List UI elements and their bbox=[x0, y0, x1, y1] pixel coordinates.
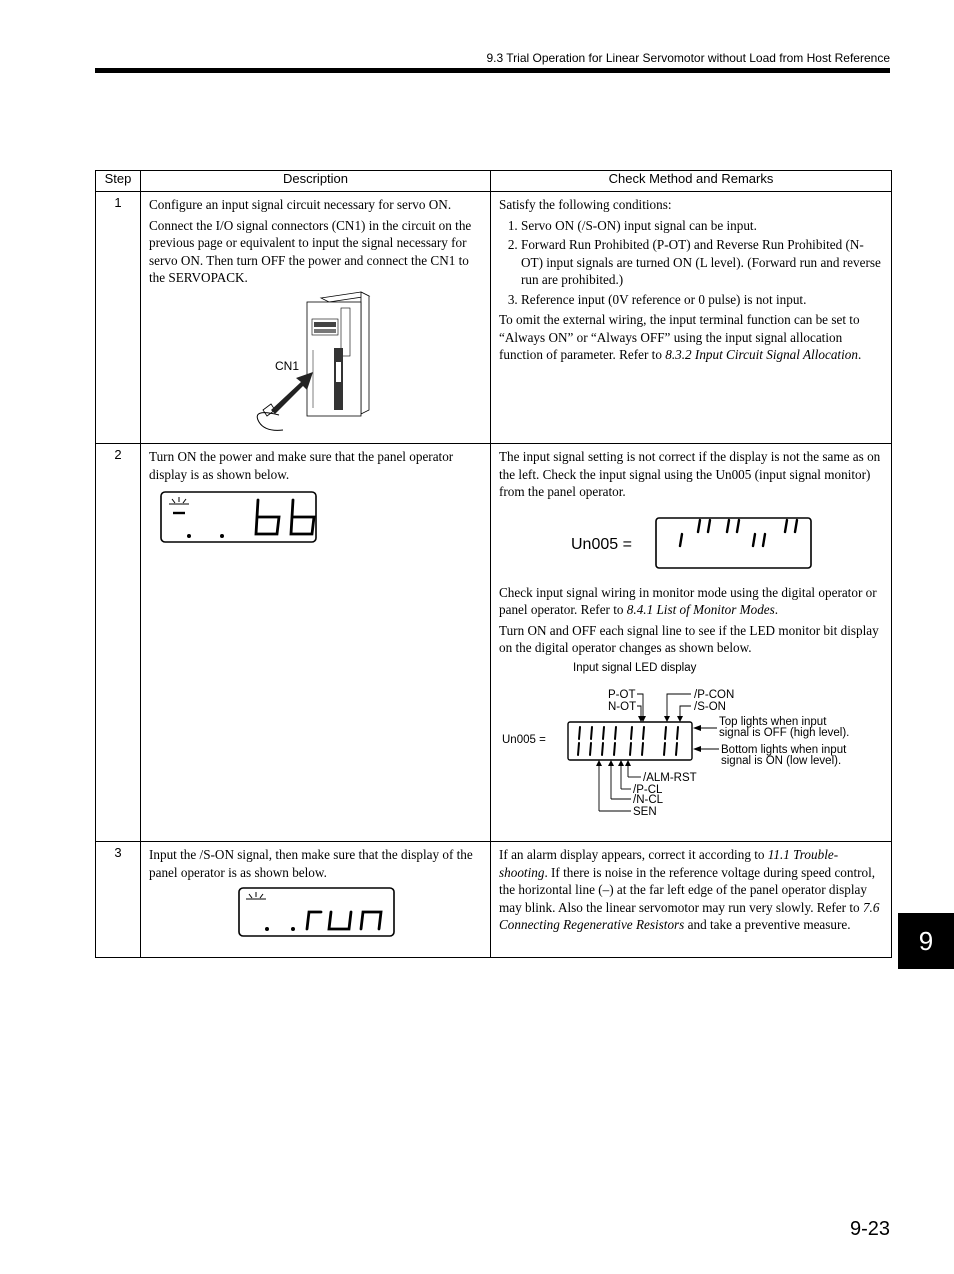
cross-reference: 7.6 Connecting Regenerative Resistors bbox=[499, 899, 880, 932]
signal-label: /P-CL bbox=[633, 783, 663, 796]
remarks-cell bbox=[491, 842, 892, 958]
input-signal-led-diagram bbox=[491, 660, 891, 820]
note-text: Top lights when input bbox=[719, 715, 827, 728]
un005-label: Un005 = bbox=[571, 535, 632, 553]
note-text: signal is ON (low level). bbox=[721, 754, 842, 767]
step-number: 2 bbox=[96, 444, 141, 842]
signal-label: /N-CL bbox=[633, 793, 664, 806]
description-cell bbox=[141, 444, 491, 842]
signal-label: /P-CON bbox=[694, 688, 735, 701]
column-header-step: Step bbox=[96, 171, 141, 192]
step-number: 1 bbox=[96, 192, 141, 444]
signal-label: /ALM-RST bbox=[643, 771, 697, 784]
column-header-remarks: Check Method and Remarks bbox=[491, 171, 892, 192]
signal-label: SEN bbox=[633, 805, 657, 818]
signal-label: P-OT bbox=[608, 688, 636, 701]
description-text: Connect the I/O signal connectors (CN1) in the circuit on the previous page or equivalent to input the signal necessary for servo ON. Then turn OFF the power and connect the CN1 to the SERVOPACK. bbox=[149, 217, 472, 285]
remarks-text: Check input signal wiring in monitor mode using the digital operator or panel operator. Refer to 8.4.1 List of Monitor Modes. bbox=[499, 584, 877, 617]
description-cell bbox=[141, 842, 491, 958]
list-item: 2. Forward Run Prohibited (P-OT) and Reverse Run Prohibited (N-OT) input signals are turned ON (L level). (Forward run and reverse run are prohibited.) bbox=[521, 236, 883, 289]
note-text: signal is OFF (high level). bbox=[719, 726, 850, 739]
description-text: Turn ON the power and make sure that the panel operator display is as shown below. bbox=[149, 449, 454, 482]
diagram-title: Input signal LED display bbox=[573, 661, 697, 674]
remarks-cell bbox=[491, 444, 892, 842]
header-rule bbox=[95, 68, 890, 73]
remarks-cell bbox=[491, 192, 892, 444]
description-cell bbox=[141, 192, 491, 444]
servopack-cn1-illustration bbox=[141, 290, 490, 436]
chapter-tab: 9 bbox=[898, 913, 954, 969]
remarks-text: If an alarm display appears, correct it according to 11.1 Trouble-shooting. If there is noise in the reference voltage during speed control, the horizontal line (–) at the far left edge of the panel operator display may blink. Also the linear servomotor may run very slowly. Refer to 7.6 Connecting Regenerative Resistors and take a preventive measure. bbox=[499, 847, 880, 932]
table-row bbox=[96, 842, 892, 958]
un005-display bbox=[491, 504, 891, 578]
panel-display-bb bbox=[141, 486, 490, 546]
note-text: Bottom lights when input bbox=[721, 743, 847, 756]
description-text: Configure an input signal circuit necessary for servo ON. bbox=[149, 197, 452, 212]
conditions-list bbox=[499, 217, 883, 309]
running-header: 9.3 Trial Operation for Linear Servomotor without Load from Host Reference bbox=[486, 51, 890, 65]
remarks-text: The input signal setting is not correct if the display is not the same as on the left. Check the input signal using the Un005 (input signal monitor) from the panel operator. bbox=[499, 449, 881, 499]
cn1-label: CN1 bbox=[275, 358, 300, 373]
un005-label: Un005 = bbox=[502, 733, 546, 746]
list-item: 3. Reference input (0V reference or 0 pulse) is not input. bbox=[521, 291, 883, 309]
cross-reference: 8.3.2 Input Circuit Signal Allocation bbox=[665, 347, 858, 362]
signal-label: /S-ON bbox=[694, 700, 726, 713]
cross-reference: 11.1 Trouble-shooting bbox=[499, 847, 839, 880]
remarks-text: Turn ON and OFF each signal line to see if the LED monitor bit display on the digital operator changes as shown below. bbox=[499, 622, 879, 655]
list-item: 1. Servo ON (/S-ON) input signal can be input. bbox=[521, 217, 883, 235]
step-number: 3 bbox=[96, 842, 141, 958]
signal-label: N-OT bbox=[608, 700, 637, 713]
remarks-intro: Satisfy the following conditions: bbox=[499, 197, 672, 212]
cross-reference: 8.4.1 List of Monitor Modes bbox=[626, 602, 775, 617]
remarks-text: To omit the external wiring, the input terminal function can be set to “Always ON” or “Always OFF” using the input signal allocation function of parameter. Refer to 8.3.2 Input Circuit Signal Allocation. bbox=[499, 312, 862, 362]
column-header-description: Description bbox=[141, 171, 491, 192]
table-row bbox=[96, 192, 892, 444]
panel-display-run bbox=[141, 884, 490, 942]
trial-operation-table bbox=[95, 170, 892, 958]
page-number: 9-23 bbox=[849, 1218, 890, 1240]
description-text: Input the /S-ON signal, then make sure that the display of the panel operator is as shown below. bbox=[149, 847, 473, 880]
table-row bbox=[96, 444, 892, 842]
